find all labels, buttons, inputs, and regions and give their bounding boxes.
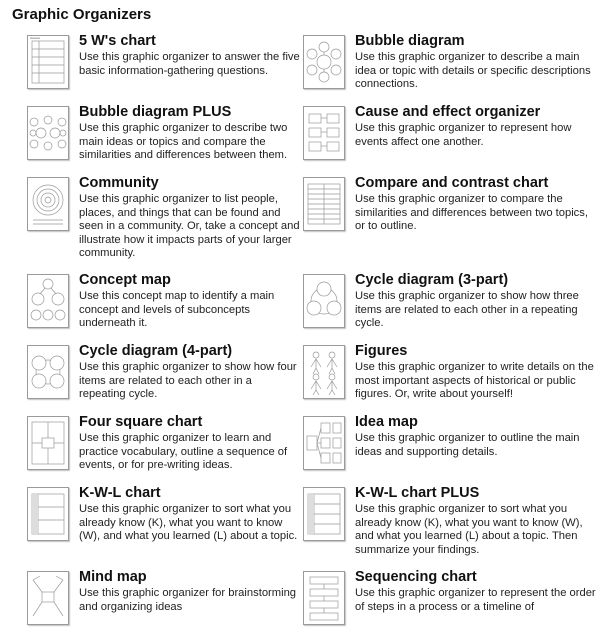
figures-thumbnail-icon[interactable] [303,345,345,399]
sequencing-chart-thumbnail-icon[interactable] [303,571,345,625]
organizer-description: Use this graphic organizer to answer the five basic information-gathering questions. [79,51,300,77]
organizer-item-bubble-diagram-plus[interactable] [24,104,300,175]
organizer-title[interactable]: K-W-L chart PLUS [355,485,480,501]
organizer-title[interactable]: Cause and effect organizer [355,104,541,120]
organizer-description: Use this graphic organizer to learn and practice vocabulary, outline a sequence of events, or for pre-writing ideas. [79,432,288,472]
organizer-description: Use this graphic organizer for brainstorming and organizing ideas [79,587,297,613]
idea-map-thumbnail-icon[interactable] [303,416,345,470]
organizer-title[interactable]: Compare and contrast chart [355,175,549,191]
organizer-title[interactable]: Mind map [79,569,147,585]
organizer-description: Use this graphic organizer to represent the order of steps in a process or a timeline of [355,587,596,613]
organizer-description: Use this graphic organizer to describe two main ideas or topics and compare the similarities and differences between them. [79,122,288,162]
organizer-description: Use this graphic organizer to write details on the most important aspects of historical or public figures. Or, write about yourself! [355,361,594,401]
organizer-title[interactable]: Concept map [79,272,171,288]
organizer-item-cause-effect[interactable] [300,104,600,175]
organizer-title[interactable]: Community [79,175,159,191]
bubble-diagram-plus-thumbnail-icon[interactable] [27,106,69,160]
concept-map-thumbnail-icon[interactable] [27,274,69,328]
mind-map-thumbnail-icon[interactable] [27,571,69,625]
organizer-title[interactable]: Cycle diagram (3-part) [355,272,509,288]
cycle-4-thumbnail-icon[interactable] [27,345,69,399]
organizer-title[interactable]: K-W-L chart [79,485,161,501]
organizer-description: Use this graphic organizer to list people, places, and things that can be found and seen in a community. Or, take a concept and illustrate how it impacts parts of your larger community. [79,193,300,260]
organizer-title[interactable]: Figures [355,343,408,359]
organizer-item-bubble-diagram[interactable] [300,33,600,104]
organizer-item-community[interactable] [24,175,300,272]
organizer-item-figures[interactable] [300,343,600,414]
organizer-description: Use this graphic organizer to outline the main ideas and supporting details. [355,432,580,458]
organizer-item-four-square-chart[interactable] [24,414,300,485]
four-square-thumbnail-icon[interactable] [27,416,69,470]
bubble-diagram-thumbnail-icon[interactable] [303,35,345,89]
organizer-item-5ws-chart[interactable] [24,33,300,104]
organizer-item-sequencing-chart[interactable] [300,569,600,629]
organizer-title[interactable]: Four square chart [79,414,203,430]
compare-contrast-thumbnail-icon[interactable] [303,177,345,231]
community-thumbnail-icon[interactable] [27,177,69,231]
organizer-item-mind-map[interactable] [24,569,300,629]
organizer-title[interactable]: Cycle diagram (4-part) [79,343,233,359]
organizer-item-idea-map[interactable] [300,414,600,485]
organizer-grid [24,33,600,629]
organizer-item-kwl-chart[interactable] [24,485,300,569]
five-ws-chart-thumbnail-icon[interactable] [27,35,69,89]
organizer-description: Use this concept map to identify a main concept and levels of subconcepts underneath it. [79,290,275,330]
organizer-description: Use this graphic organizer to sort what you already know (K), what you want to know (W), and what you learned (L) about a topic. [79,503,298,543]
organizer-description: Use this graphic organizer to compare the similarities and differences between two topics, or to outline. [355,193,588,233]
organizer-item-cycle-4-part[interactable] [24,343,300,414]
page-title: Graphic Organizers [12,6,152,23]
organizer-description: Use this graphic organizer to show how three items are related to each other in a repeating cycle. [355,290,579,330]
cause-effect-thumbnail-icon[interactable] [303,106,345,160]
organizer-item-compare-contrast[interactable] [300,175,600,272]
organizer-title[interactable]: Bubble diagram [355,33,465,49]
organizer-description: Use this graphic organizer to sort what you already know (K), what you want to know (W), and what you learned (L) about a topic. Then summarize your findings. [355,503,583,556]
organizer-title[interactable]: 5 W's chart [79,33,156,49]
organizer-title[interactable]: Sequencing chart [355,569,477,585]
organizer-description: Use this graphic organizer to represent how events affect one another. [355,122,572,148]
cycle-3-thumbnail-icon[interactable] [303,274,345,328]
organizer-title[interactable]: Bubble diagram PLUS [79,104,232,120]
organizer-item-concept-map[interactable] [24,272,300,343]
organizer-title[interactable]: Idea map [355,414,418,430]
kwl-chart-thumbnail-icon[interactable] [27,487,69,541]
organizer-item-kwl-chart-plus[interactable] [300,485,600,569]
organizer-description: Use this graphic organizer to show how four items are related to each other in a repeating cycle. [79,361,297,401]
organizer-item-cycle-3-part[interactable] [300,272,600,343]
kwl-plus-thumbnail-icon[interactable] [303,487,345,541]
organizer-description: Use this graphic organizer to describe a main idea or topic with details or specific descriptions connections. [355,51,591,91]
